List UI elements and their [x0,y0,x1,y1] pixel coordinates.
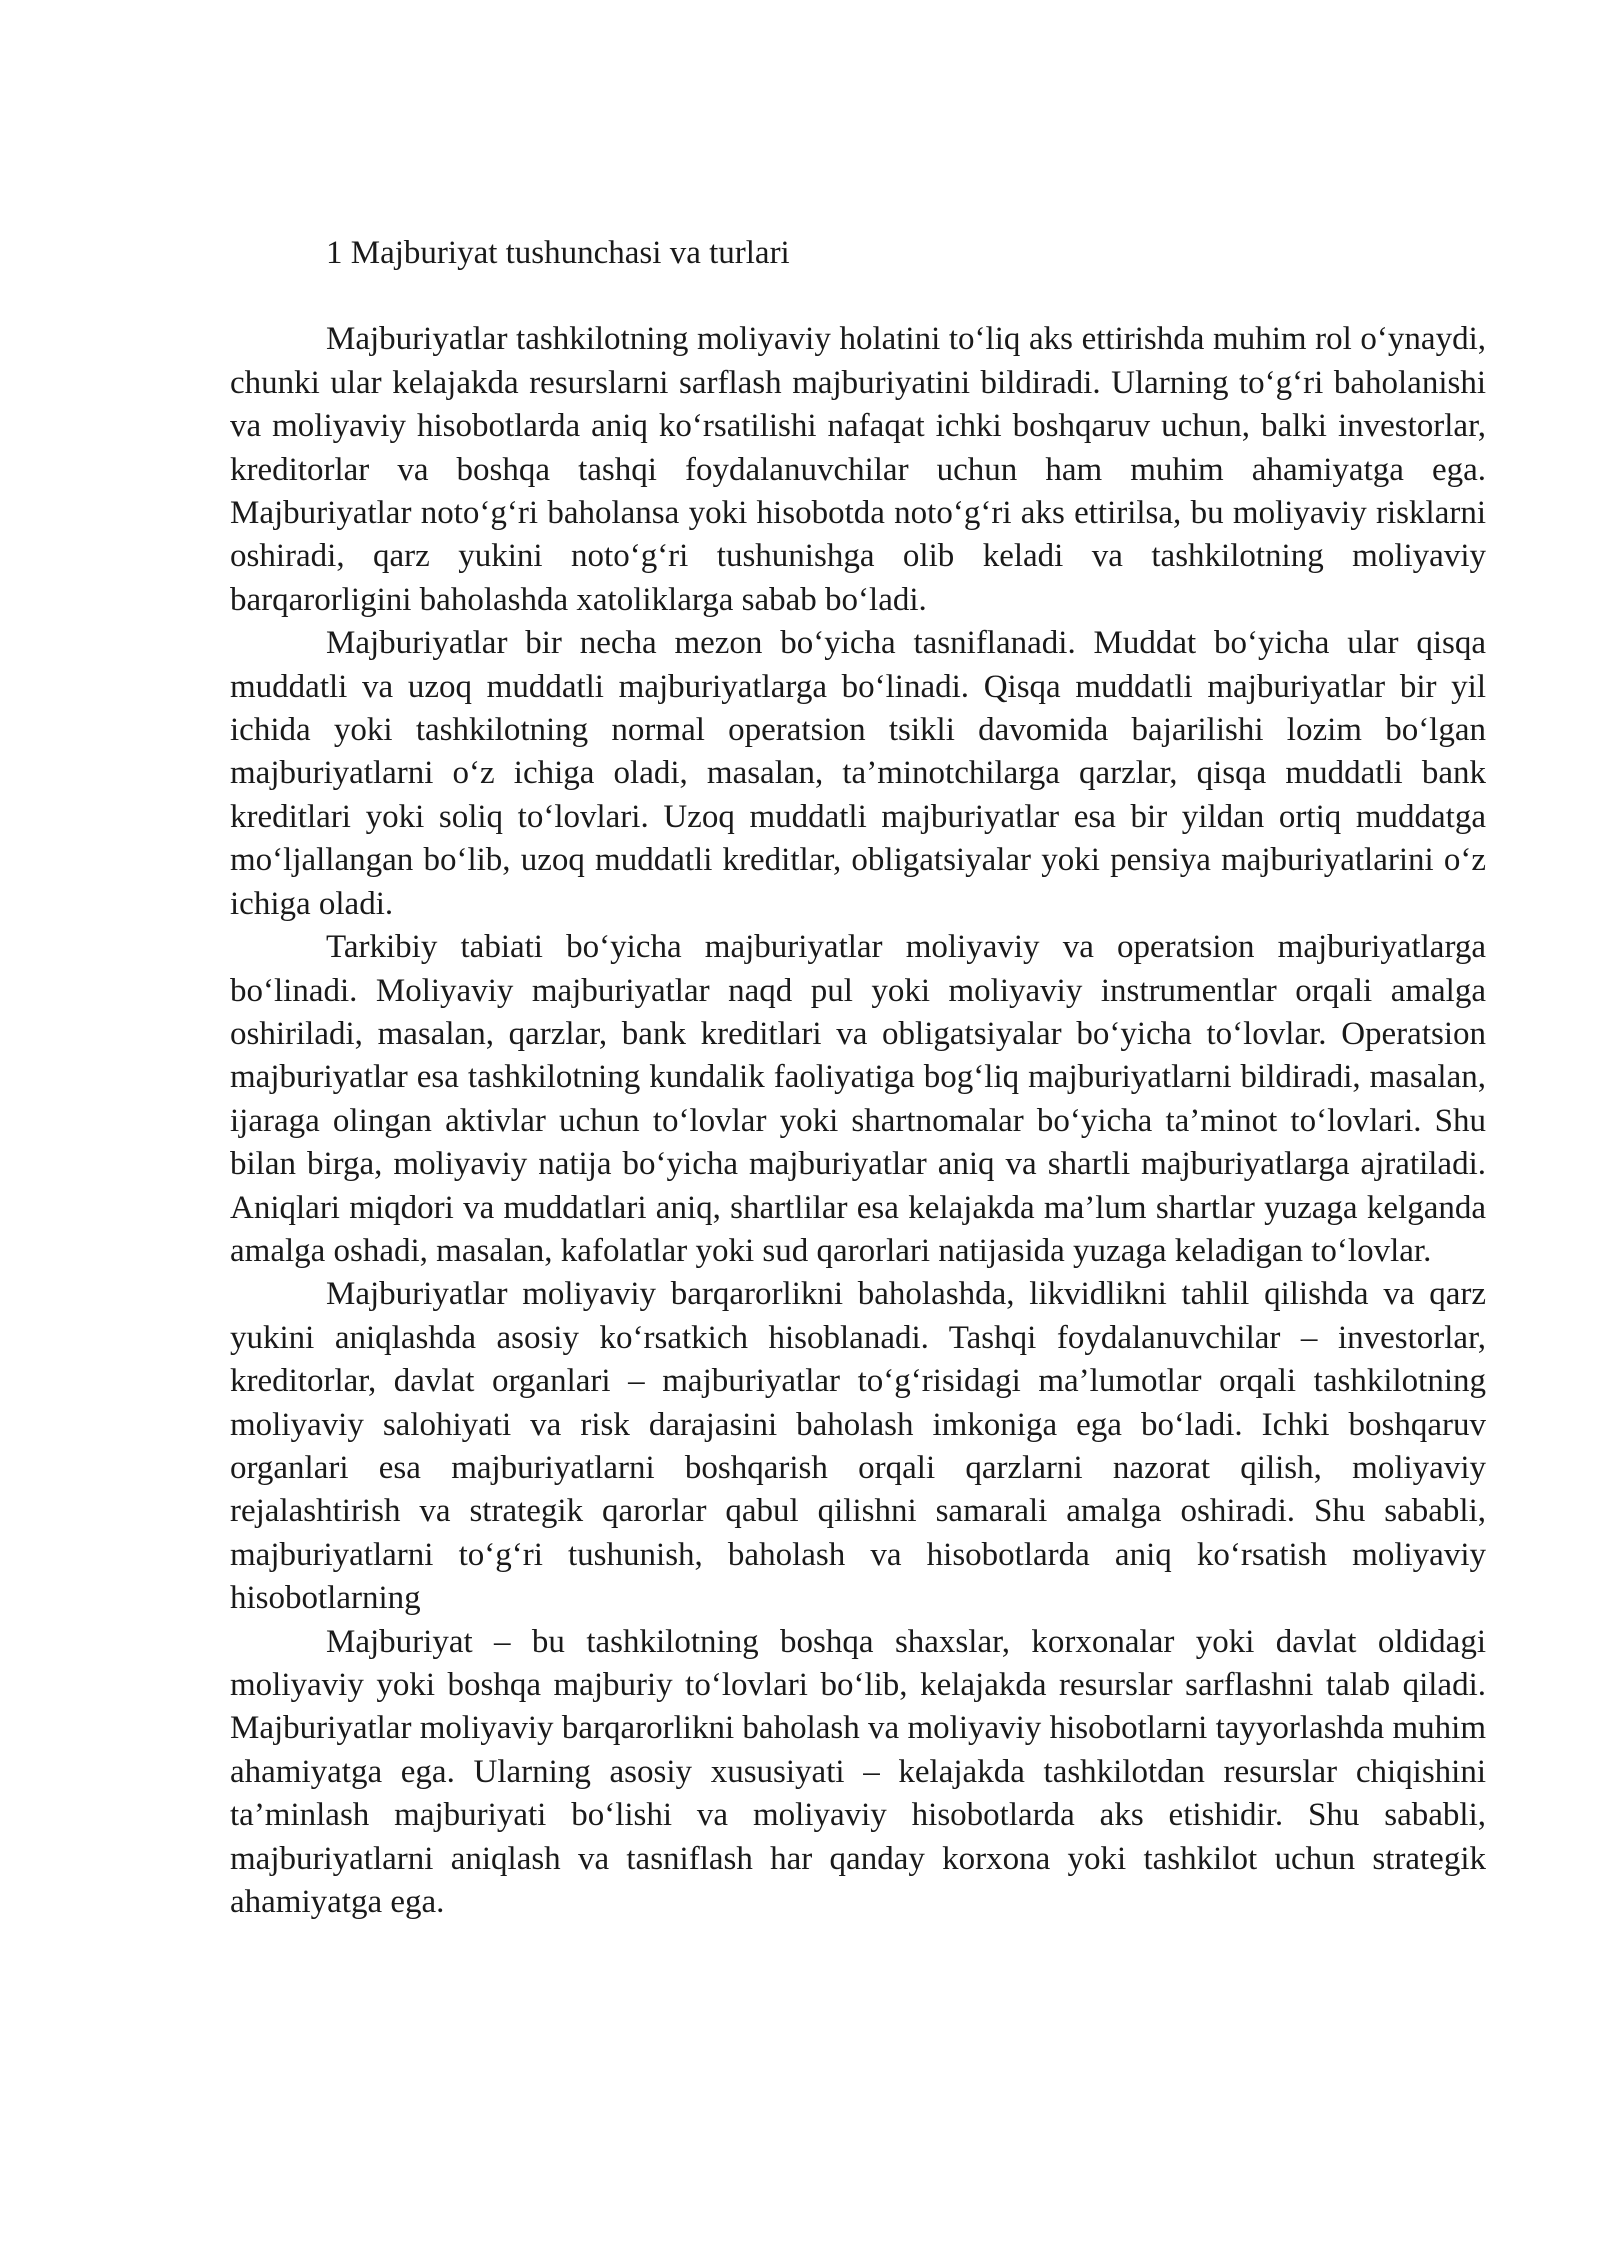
paragraph-3: Tarkibiy tabiati bo‘yicha majburiyatlar moliyaviy va operatsion majburiyatlarga bo‘linadi. Moliyaviy majburiyatlar naqd pul yoki moliyaviy instrumentlar orqali amalga oshiriladi, masalan, qarzlar, bank kreditlari va obligatsiyalar bo‘yicha to‘lovlar. Operatsion majburiyatlar esa tashkilotning kundalik faoliyatiga bog‘liq majburiyatlarni bildiradi, masalan, ijaraga olingan aktivlar uchun to‘lovlar yoki shartnomalar bo‘yicha ta’minot to‘lovlari. Shu bilan birga, moliyaviy natija bo‘yicha majburiyatlar aniq va shartli majburiyatlarga ajratiladi. Aniqlari miqdori va muddatlari aniq, shartlilar esa kelajakda ma’lum shartlar yuzaga kelganda amalga oshadi, masalan, kafolatlar yoki sud qarorlari natijasida yuzaga keladigan to‘lovlar. [230,929,1486,1269]
paragraph-2: Majburiyatlar bir necha mezon bo‘yicha tasniflanadi. Muddat bo‘yicha ular qisqa muddatli va uzoq muddatli majburiyatlarga bo‘linadi. Qisqa muddatli majburiyatlar bir yil ichida yoki tashkilotning normal operatsion tsikli davomida bajarilishi lozim bo‘lgan majburiyatlarni o‘z ichiga oladi, masalan, ta’minotchilarga qarzlar, qisqa muddatli bank kreditlari yoki soliq to‘lovlari. Uzoq muddatli majburiyatlar esa bir yildan ortiq muddatga mo‘ljallangan bo‘lib, uzoq muddatli kreditlar, obligatsiyalar yoki pensiya majburiyatlarini o‘z ichiga oladi. [230,625,1486,922]
document-page [230,232,1486,1924]
paragraph-4: Majburiyatlar moliyaviy barqarorlikni baholashda, likvidlikni tahlil qilishda va qarz yukini aniqlashda asosiy ko‘rsatkich hisoblanadi. Tashqi foydalanuvchilar – investorlar, kreditorlar, davlat organlari – majburiyatlar to‘g‘risidagi ma’lumotlar orqali tashkilotning moliyaviy salohiyati va risk darajasini baholash imkoniga ega bo‘ladi. Ichki boshqaruv organlari esa majburiyatlarni boshqarish orqali qarzlarni nazorat qilish, moliyaviy rejalashtirish va strategik qarorlar qabul qilishni samarali amalga oshiradi. Shu sababli, majburiyatlarni to‘g‘ri tushunish, baholash va hisobotlarda aniq ko‘rsatish moliyaviy hisobotlarning [230,1276,1486,1617]
section-heading: 1 Majburiyat tushunchasi va turlari [326,235,790,271]
paragraph-5: Majburiyat – bu tashkilotning boshqa shaxslar, korxonalar yoki davlat oldidagi moliyaviy yoki boshqa majburiy to‘lovlari bo‘lib, kelajakda resurslar sarflashni talab qiladi. Majburiyatlar moliyaviy barqarorlikni baholash va moliyaviy hisobotlarni tayyorlashda muhim ahamiyatga ega. Ularning asosiy xususiyati – kelajakda tashkilotdan resurslar chiqishini ta’minlash majburiyati bo‘lishi va moliyaviy hisobotlarda aks etishidir. Shu sababli, majburiyatlarni aniqlash va tasniflash har qanday korxona yoki tashkilot uchun strategik ahamiyatga ega. [230,1623,1486,1921]
paragraph-1: Majburiyatlar tashkilotning moliyaviy holatini to‘liq aks ettirishda muhim rol o‘ynaydi, chunki ular kelajakda resurslarni sarflash majburiyatini bildiradi. Ularning to‘g‘ri baholanishi va moliyaviy hisobotlarda aniq ko‘rsatilishi nafaqat ichki boshqaruv uchun, balki investorlar, kreditorlar va boshqa tashqi foydalanuvchilar uchun ham muhim ahamiyatga ega. Majburiyatlar noto‘g‘ri baholansa yoki hisobotda noto‘g‘ri aks ettirilsa, bu moliyaviy risklarni oshiradi, qarz yukini noto‘g‘ri tushunishga olib keladi va tashkilotning moliyaviy barqarorligini baholashda xatoliklarga sabab bo‘ladi. [230,321,1486,618]
